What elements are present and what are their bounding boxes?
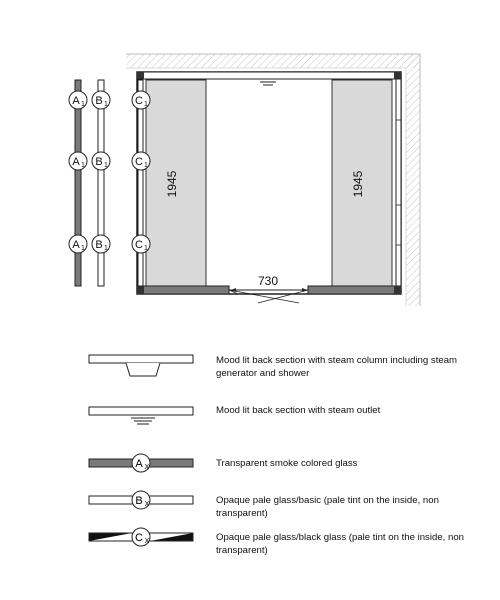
legend-text-basic-glass: Opaque pale glass/basic (pale tint on the inside, non transparent) bbox=[216, 495, 439, 519]
badge-a-mid bbox=[69, 152, 87, 170]
smoke-glass-symbol bbox=[88, 453, 198, 477]
legend-text-steam-column: Mood lit back section with steam column including steam generator and shower bbox=[216, 355, 458, 379]
black-glass-symbol bbox=[88, 524, 198, 548]
legend-text-black-glass: Opaque pale glass/black glass (pale tint on the inside, non transparent) bbox=[216, 532, 464, 556]
badge-b-mid bbox=[92, 152, 110, 170]
svg-text:A: A bbox=[72, 239, 80, 251]
svg-text:1: 1 bbox=[104, 162, 108, 169]
dim-left: 1945 bbox=[165, 170, 179, 198]
badge-a-bottom bbox=[69, 235, 87, 253]
badge-c-top bbox=[132, 91, 150, 109]
badge-c-bottom bbox=[132, 235, 150, 253]
svg-text:C: C bbox=[135, 532, 143, 544]
legend-text-steam-outlet: Mood lit back section with steam outlet bbox=[216, 405, 381, 416]
svg-text:A: A bbox=[135, 458, 143, 470]
legend-item-smoke-glass bbox=[88, 453, 488, 493]
badge-a-top bbox=[69, 91, 87, 109]
svg-text:B: B bbox=[95, 239, 103, 251]
svg-text:B: B bbox=[135, 495, 143, 507]
svg-text:1: 1 bbox=[81, 101, 85, 108]
column-a bbox=[69, 80, 87, 286]
svg-text:A: A bbox=[72, 95, 80, 107]
svg-text:X: X bbox=[144, 501, 150, 508]
svg-text:1: 1 bbox=[81, 162, 85, 169]
svg-text:X: X bbox=[144, 538, 150, 545]
svg-text:1: 1 bbox=[144, 162, 148, 169]
front-glass-left bbox=[137, 286, 229, 294]
svg-text:X: X bbox=[144, 464, 150, 471]
svg-text:B: B bbox=[95, 95, 103, 107]
svg-text:1: 1 bbox=[81, 245, 85, 252]
svg-text:C: C bbox=[135, 156, 143, 168]
steam-column-symbol bbox=[88, 354, 198, 384]
badge-b-top bbox=[92, 91, 110, 109]
svg-text:1: 1 bbox=[144, 101, 148, 108]
svg-text:B: B bbox=[95, 156, 103, 168]
badge-b-bottom bbox=[92, 235, 110, 253]
badge-c-mid bbox=[132, 152, 150, 170]
svg-text:1: 1 bbox=[144, 245, 148, 252]
svg-text:1: 1 bbox=[104, 245, 108, 252]
svg-text:A: A bbox=[72, 156, 80, 168]
legend-item-black-glass bbox=[88, 524, 488, 564]
legend-text-smoke-glass: Transparent smoke colored glass bbox=[216, 458, 358, 469]
legend-item-steam-outlet bbox=[88, 404, 488, 444]
svg-text:C: C bbox=[135, 239, 143, 251]
column-b bbox=[92, 80, 110, 286]
steam-outlet-symbol bbox=[88, 404, 198, 434]
dim-right: 1945 bbox=[351, 170, 365, 198]
svg-text:1: 1 bbox=[104, 101, 108, 108]
front-glass-right bbox=[308, 286, 401, 294]
svg-text:C: C bbox=[135, 95, 143, 107]
basic-glass-symbol bbox=[88, 489, 198, 513]
dim-bottom: 730 bbox=[257, 274, 279, 288]
legend-item-steam-column bbox=[88, 354, 488, 394]
legend-item-basic-glass bbox=[88, 489, 488, 529]
